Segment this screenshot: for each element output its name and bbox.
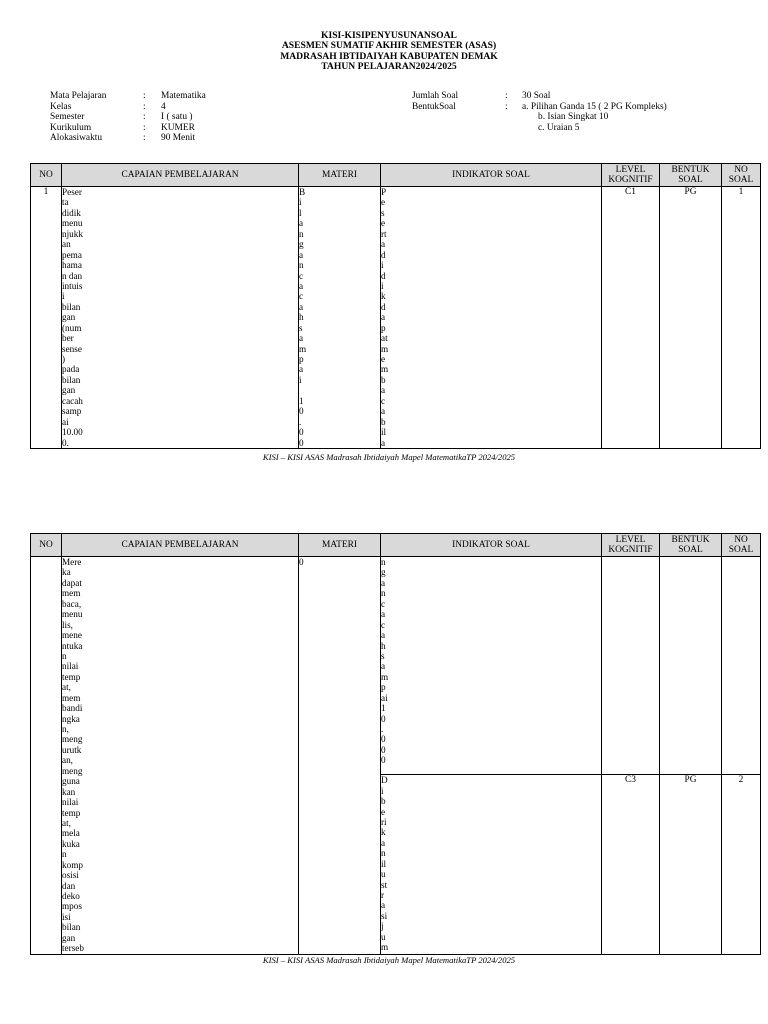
meta-label: Mata Pelajaran: [50, 91, 107, 101]
col-header-capaian: CAPAIAN PEMBELAJARAN: [62, 164, 299, 187]
header-institution: MADRASAH IBTIDAIYAH KABUPATEN DEMAK: [280, 50, 498, 62]
col-header-no: NO: [31, 534, 62, 557]
text-line: isi: [62, 911, 71, 922]
text-line: b: [381, 416, 386, 427]
meta-separator: :: [143, 122, 146, 133]
meta-separator: :: [505, 101, 508, 112]
text-line: dapat: [62, 577, 82, 588]
bentuk-soal: [660, 557, 722, 775]
text-line: a: [381, 837, 386, 848]
text-line: m: [381, 343, 389, 354]
text-line: c: [299, 270, 304, 281]
text-line: a: [381, 630, 386, 641]
text-line: r: [381, 890, 385, 900]
text-line: baca,: [62, 598, 82, 609]
text-line: didik: [62, 207, 81, 218]
text-line: i: [381, 260, 384, 271]
text-line: lis,: [62, 619, 73, 630]
text-line: m: [381, 942, 389, 953]
col-header-bentuk: BENTUK SOAL: [660, 534, 722, 557]
text-line: c: [299, 291, 304, 302]
text-line: gan: [62, 312, 76, 323]
text-line: u: [381, 931, 386, 942]
meta-row: [50, 102, 206, 113]
text-line: 1: [299, 395, 304, 406]
nomor-soal: [722, 557, 761, 775]
text-line: meng: [62, 765, 83, 776]
col-header-nosoal: NO SOAL: [722, 534, 761, 557]
text-line: an,: [62, 755, 73, 766]
header-year: TAHUN PELAJARAN2024/2025: [321, 61, 457, 73]
text-line: bilan: [62, 922, 81, 933]
text-line: n: [62, 849, 67, 860]
meta-row: [50, 91, 206, 102]
text-line: a: [381, 239, 386, 250]
text-line: 0: [381, 734, 386, 745]
text-line: ta: [62, 197, 69, 208]
document-header: [0, 31, 768, 73]
text-line: 0: [299, 427, 304, 438]
text-line: an: [62, 239, 71, 250]
text-line: b: [381, 374, 386, 385]
text-line: pema: [62, 249, 82, 260]
text-line: deko: [62, 891, 80, 901]
text-line: menu: [62, 218, 83, 229]
table-row: [31, 557, 761, 775]
meta-label: Kelas: [50, 101, 72, 112]
text-line: B: [299, 187, 306, 197]
text-line: mene: [62, 630, 82, 641]
meta-row: [412, 123, 667, 134]
meta-value: 4: [161, 101, 166, 112]
text-line: d: [381, 270, 386, 281]
text-line: 0: [381, 744, 386, 755]
level-kognitif: C3: [602, 775, 660, 954]
level-kognitif: C1: [602, 187, 660, 449]
text-line: a: [381, 661, 386, 672]
meta-row: [412, 102, 667, 113]
indikator-cell: [381, 775, 602, 954]
col-header-level: LEVEL KOGNITIF: [602, 164, 660, 187]
text-line: ngka: [62, 713, 80, 724]
text-line: j: [381, 921, 384, 932]
nomor-soal: 2: [722, 775, 761, 954]
meta-value: 90 Menit: [161, 133, 196, 143]
text-line: ai: [62, 416, 69, 427]
meta-row: [50, 123, 206, 134]
text-line: 0: [299, 437, 304, 448]
text-line: n dan: [62, 270, 83, 281]
text-line: 1: [381, 703, 386, 714]
text-line: at,: [62, 682, 71, 693]
indikator-cell: [381, 557, 602, 775]
text-line: m: [299, 343, 307, 354]
meta-separator: :: [143, 91, 146, 101]
indikator-cell: [381, 187, 602, 449]
text-line: n: [381, 848, 386, 859]
col-header-materi: MATERI: [299, 164, 381, 187]
col-header-level: LEVEL KOGNITIF: [602, 534, 660, 557]
text-line: meng: [62, 734, 83, 745]
col-header-indikator: INDIKATOR SOAL: [381, 534, 602, 557]
materi-cell: [299, 557, 381, 955]
text-line: p: [299, 354, 304, 364]
text-line: a: [381, 609, 386, 620]
text-line: m: [381, 671, 389, 682]
text-line: 10.00: [62, 427, 83, 438]
text-line: e: [381, 218, 386, 229]
text-line: njukk: [62, 228, 83, 239]
meta-info-left: [50, 91, 206, 144]
text-line: e: [381, 354, 386, 364]
text-line: rt: [381, 228, 387, 239]
text-line: hama: [62, 260, 82, 271]
text-line: c: [381, 619, 386, 630]
col-header-nosoal: NO SOAL: [722, 164, 761, 187]
text-line: c: [381, 395, 386, 406]
text-line: komp: [62, 859, 83, 870]
table-header-row: [31, 534, 761, 557]
meta-label: Kurikulum: [50, 122, 92, 133]
text-line: temp: [62, 807, 81, 818]
meta-row: [50, 133, 206, 144]
text-line: p: [381, 322, 386, 333]
text-line: a: [381, 385, 386, 396]
col-header-materi: MATERI: [299, 534, 381, 557]
text-line: dan: [62, 880, 76, 891]
text-line: a: [299, 301, 304, 312]
text-line: urutk: [62, 744, 82, 755]
text-line: ntuka: [62, 640, 83, 651]
meta-row: [412, 91, 667, 102]
text-line: u: [381, 869, 386, 880]
text-line: ): [62, 354, 66, 364]
text-line: .: [381, 724, 384, 734]
text-line: gan: [62, 932, 76, 943]
page-footer: KISI – KISI ASAS Madrasah Ibtidaiyah Mapel MatematikaTP 2024/2025: [262, 452, 516, 462]
col-header-indikator: INDIKATOR SOAL: [381, 164, 602, 187]
capaian-cell: [62, 557, 299, 955]
materi-cell: [299, 187, 381, 449]
text-line: il: [381, 427, 387, 438]
meta-info-right: [412, 91, 667, 133]
text-line: d: [381, 249, 386, 260]
meta-label: [412, 112, 505, 123]
text-line: e: [381, 806, 386, 817]
text-line: ka: [62, 567, 71, 578]
text-line: n: [299, 228, 304, 239]
text-line: a: [381, 437, 386, 448]
capaian-cell: [62, 187, 299, 449]
text-line: mela: [62, 828, 80, 839]
text-line: e: [381, 197, 386, 208]
text-line: .: [299, 416, 302, 427]
text-line: 0: [381, 713, 386, 724]
text-line: sense: [62, 343, 82, 354]
text-line: Mere: [62, 557, 82, 567]
text-line: a: [381, 406, 386, 417]
col-header-bentuk: BENTUK SOAL: [660, 164, 722, 187]
text-line: bilan: [62, 374, 81, 385]
text-line: mem: [62, 692, 81, 703]
meta-value: a. Pilihan Ganda 15 ( 2 PG Kompleks): [522, 101, 667, 112]
col-header-capaian: CAPAIAN PEMBELAJARAN: [62, 534, 299, 557]
text-line: 0: [299, 406, 304, 417]
text-line: h: [381, 640, 386, 651]
text-line: c: [381, 598, 386, 609]
level-kognitif: [602, 557, 660, 775]
text-line: i: [299, 197, 302, 208]
meta-label: [412, 123, 505, 134]
text-line: P: [381, 187, 387, 197]
meta-value: c. Uraian 5: [538, 122, 580, 133]
text-line: a: [299, 333, 304, 344]
text-line: mem: [62, 588, 81, 599]
text-line: at,: [62, 817, 71, 828]
table-row: [31, 187, 761, 449]
header-title: KISI-KISIPENYUSUNANSOAL: [321, 30, 457, 41]
text-line: n: [381, 557, 386, 567]
text-line: g: [299, 239, 304, 250]
text-line: nilai: [62, 797, 79, 808]
bentuk-soal: PG: [660, 187, 722, 449]
text-line: intuis: [62, 280, 83, 291]
text-line: n: [62, 650, 67, 661]
text-line: osisi: [62, 870, 79, 881]
meta-value: Matematika: [161, 91, 206, 101]
meta-label: Alokasiwaktu: [50, 133, 103, 143]
text-line: bilan: [62, 301, 81, 312]
text-line: h: [299, 312, 304, 323]
text-line: s: [381, 207, 385, 218]
bentuk-soal: PG: [660, 775, 722, 954]
meta-separator: :: [143, 112, 146, 122]
text-line: g: [381, 567, 386, 578]
table-header-row: [31, 164, 761, 187]
text-line: a: [381, 312, 386, 323]
nomor-soal: 1: [722, 187, 761, 449]
meta-label: Semester: [50, 112, 85, 122]
text-line: at: [381, 333, 388, 344]
text-line: s: [299, 322, 303, 333]
text-line: ri: [381, 816, 387, 827]
text-line: nilai: [62, 661, 79, 672]
text-line: l: [299, 207, 302, 218]
text-line: b: [381, 796, 386, 807]
text-line: gan: [62, 385, 76, 396]
text-line: 0.: [62, 437, 69, 448]
kisi-table-page-1: [30, 163, 761, 449]
text-line: a: [299, 249, 304, 260]
kisi-table-page-2: [30, 533, 761, 955]
text-line: p: [381, 682, 386, 693]
text-line: Peser: [62, 187, 82, 197]
text-line: s: [381, 650, 385, 661]
meta-separator: [505, 112, 522, 123]
text-line: 0: [381, 755, 386, 766]
meta-separator: :: [143, 133, 146, 143]
row-number: [31, 557, 62, 955]
text-line: (num: [62, 322, 82, 333]
meta-separator: :: [505, 91, 508, 101]
text-line: 0: [299, 557, 304, 567]
text-line: guna: [62, 776, 80, 787]
meta-row: [412, 112, 667, 123]
text-line: st: [381, 879, 388, 890]
text-line: il: [381, 858, 387, 869]
meta-separator: :: [143, 101, 146, 112]
text-line: ai: [381, 692, 388, 703]
text-line: i: [381, 280, 384, 291]
text-line: cacah: [62, 395, 83, 406]
text-line: pada: [62, 364, 80, 375]
text-line: n,: [62, 724, 69, 734]
text-line: a: [299, 218, 304, 229]
text-line: si: [381, 910, 388, 921]
meta-row: [50, 112, 206, 123]
row-number: 1: [31, 187, 62, 449]
text-line: i: [62, 291, 65, 302]
text-line: a: [381, 900, 386, 911]
text-line: i: [299, 374, 302, 385]
text-line: terseb: [62, 943, 84, 954]
col-header-no: NO: [31, 164, 62, 187]
meta-value: 30 Soal: [522, 91, 551, 101]
text-line: n: [299, 260, 304, 271]
text-line: menu: [62, 609, 83, 620]
text-line: k: [381, 827, 386, 838]
text-line: k: [381, 291, 386, 302]
meta-label: BentukSoal: [412, 101, 456, 112]
text-line: [299, 385, 380, 395]
text-line: a: [299, 280, 304, 291]
text-line: D: [381, 775, 388, 786]
text-line: i: [381, 785, 384, 796]
meta-value: KUMER: [161, 122, 195, 133]
text-line: m: [381, 364, 389, 375]
text-line: a: [381, 577, 386, 588]
meta-value: b. Isian Singkat 10: [538, 112, 609, 122]
text-line: bandi: [62, 703, 83, 714]
meta-separator: [505, 123, 522, 134]
page-footer: KISI – KISI ASAS Madrasah Ibtidaiyah Mapel MatematikaTP 2024/2025: [262, 955, 516, 965]
text-line: ber: [62, 333, 74, 344]
text-line: kan: [62, 786, 76, 797]
meta-label: Jumlah Soal: [412, 91, 459, 101]
text-line: samp: [62, 406, 82, 417]
text-line: d: [381, 301, 386, 312]
meta-value: I ( satu ): [161, 112, 193, 122]
text-line: mpos: [62, 901, 82, 912]
text-line: temp: [62, 671, 81, 682]
text-line: kuka: [62, 838, 80, 849]
text-line: n: [381, 588, 386, 599]
text-line: a: [299, 364, 304, 375]
header-subtitle: ASESMEN SUMATIF AKHIR SEMESTER (ASAS): [281, 40, 497, 52]
